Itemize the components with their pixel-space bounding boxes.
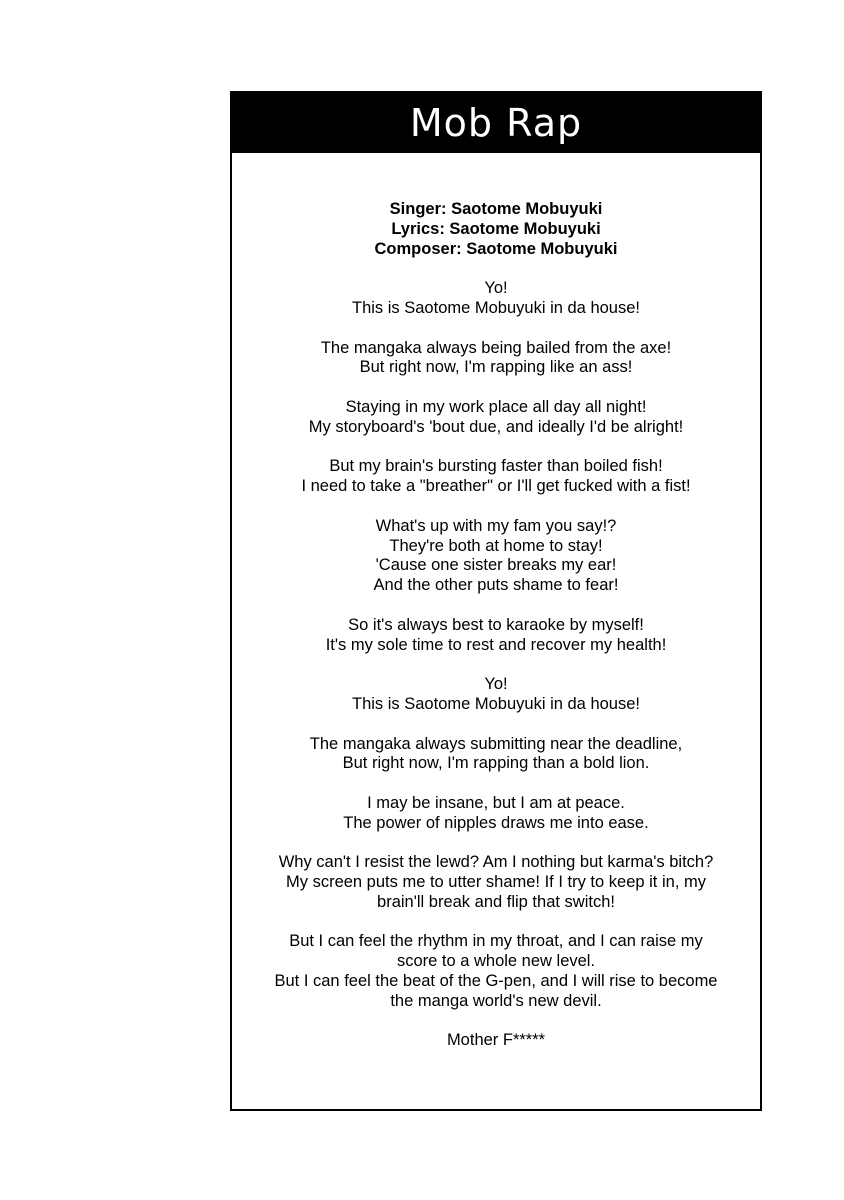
- stanza: [232, 794, 760, 834]
- lyric-line: But right now, I'm rapping than a bold lion.: [342, 754, 650, 773]
- lyric-line: the manga world's new devil.: [390, 991, 602, 1010]
- song-credits: [232, 200, 760, 259]
- lyric-line: And the other puts shame to fear!: [373, 576, 619, 595]
- lyric-line: Yo!: [484, 279, 508, 298]
- stanza: [232, 457, 760, 497]
- stanza: [232, 675, 760, 715]
- lyrics-panel: [230, 91, 762, 1111]
- lyric-line: This is Saotome Mobuyuki in da house!: [352, 298, 640, 317]
- lyric-line: This is Saotome Mobuyuki in da house!: [352, 694, 640, 713]
- lyric-line: score to a whole new level.: [396, 952, 596, 971]
- lyric-line: The power of nipples draws me into ease.: [343, 813, 649, 832]
- lyric-line: But my brain's bursting faster than boiled fish!: [329, 457, 663, 476]
- stanza: [232, 932, 760, 1011]
- lyric-line: They're both at home to stay!: [389, 536, 603, 555]
- stanza: [232, 853, 760, 912]
- lyric-line: Staying in my work place all day all night!: [345, 397, 647, 416]
- lyric-line: I need to take a "breather" or I'll get fucked with a fist!: [301, 477, 691, 496]
- lyric-line: Why can't I resist the lewd? Am I nothing but karma's bitch?: [278, 853, 714, 872]
- lyric-line: So it's always best to karaoke by myself!: [348, 615, 644, 634]
- lyric-line: But I can feel the rhythm in my throat, and I can raise my: [289, 932, 703, 951]
- lyric-line: The mangaka always being bailed from the axe!: [320, 338, 672, 357]
- stanza: [232, 339, 760, 379]
- lyric-line: My storyboard's 'bout due, and ideally I'd be alright!: [308, 417, 684, 436]
- song-title: Mob Rap: [232, 93, 760, 153]
- lyrics-content: [232, 200, 760, 1071]
- lyric-line: Yo!: [484, 675, 508, 694]
- singer-credit: Singer: Saotome Mobuyuki: [389, 200, 603, 218]
- stanza: [232, 398, 760, 438]
- lyric-line: I may be insane, but I am at peace.: [367, 793, 625, 812]
- composer-credit: Composer: Saotome Mobuyuki: [374, 239, 618, 258]
- lyric-line: The mangaka always submitting near the deadline,: [309, 734, 683, 753]
- stanza-outro: [232, 1031, 760, 1051]
- lyric-line: But I can feel the beat of the G-pen, and I will rise to become: [274, 972, 718, 991]
- lyric-line: 'Cause one sister breaks my ear!: [375, 556, 617, 575]
- stanza: [232, 735, 760, 775]
- lyric-line: It's my sole time to rest and recover my health!: [325, 635, 667, 654]
- lyric-line: What's up with my fam you say!?: [375, 516, 617, 535]
- stanza: [232, 616, 760, 656]
- lyric-line: My screen puts me to utter shame! If I try to keep it in, my: [286, 873, 706, 892]
- lyric-line: Mother F*****: [446, 1031, 546, 1050]
- stanza: [232, 517, 760, 596]
- lyric-line: brain'll break and flip that switch!: [377, 892, 615, 911]
- stanza: [232, 279, 760, 319]
- lyric-line: But right now, I'm rapping like an ass!: [359, 358, 633, 377]
- lyrics-credit: Lyrics: Saotome Mobuyuki: [391, 219, 601, 238]
